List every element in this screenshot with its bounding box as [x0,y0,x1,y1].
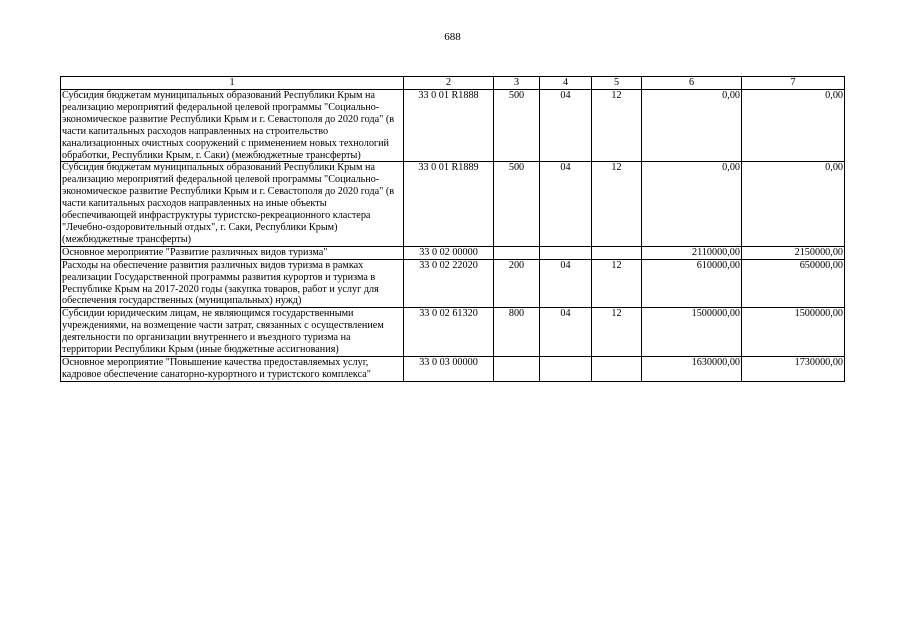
target-article-code: 33 0 02 22020 [404,259,494,308]
expense-name: Субсидия бюджетам муниципальных образований Республики Крым на реализацию мероприятий федеральной целевой программы "Социально-экономическое развитие Республики Крым и г. Севастополя до 2020 года" (в части капитальных расходов направленных на строительство канализационных очистных сооружений с применением новых технологий обработки, Республики Крым, г. Саки) (межбюджетные трансферты) [61,90,404,162]
target-article-code: 33 0 01 R1889 [404,162,494,246]
subsection-code: 12 [592,259,642,308]
header-cell: 3 [494,77,540,90]
section-code: 04 [540,259,592,308]
amount-year-1: 0,00 [642,162,742,246]
subsection-code [592,246,642,259]
amount-year-1: 610000,00 [642,259,742,308]
subsection-code [592,356,642,381]
section-code: 04 [540,162,592,246]
table-row [61,246,845,259]
expense-name: Субсидии юридическим лицам, не являющимся государственными учреждениями, на возмещение части затрат, связанных с осуществлением деятельности по организации внутреннего и въездного туризма на территории Республики Крым (иные бюджетные ассигнования) [61,308,404,357]
section-code: 04 [540,90,592,162]
amount-year-2: 1500000,00 [742,308,845,357]
expense-type-code: 500 [494,90,540,162]
table-row [61,356,845,381]
expense-type-code: 800 [494,308,540,357]
amount-year-2: 1730000,00 [742,356,845,381]
amount-year-2: 0,00 [742,162,845,246]
section-code [540,246,592,259]
amount-year-1: 1500000,00 [642,308,742,357]
header-cell: 1 [61,77,404,90]
expense-type-code: 500 [494,162,540,246]
amount-year-2: 0,00 [742,90,845,162]
amount-year-1: 0,00 [642,90,742,162]
subsection-code: 12 [592,162,642,246]
expense-name: Субсидия бюджетам муниципальных образований Республики Крым на реализацию мероприятий федеральной целевой программы "Социально-экономическое развитие Республики Крым и г. Севастополя до 2020 года" (в части капитальных расходов направленных на иные объекты обеспечивающей инфраструктуры туристско-рекреационного кластера "Лечебно-оздоровительный отдых", г. Саки, Республики Крым) (межбюджетные трансферты) [61,162,404,246]
header-cell: 6 [642,77,742,90]
header-cell: 4 [540,77,592,90]
header-row [61,77,845,90]
header-cell: 7 [742,77,845,90]
header-cell: 5 [592,77,642,90]
section-code [540,356,592,381]
target-article-code: 33 0 02 61320 [404,308,494,357]
page-number: 688 [444,31,461,43]
amount-year-1: 2110000,00 [642,246,742,259]
target-article-code: 33 0 03 00000 [404,356,494,381]
table-row [61,162,845,246]
subsection-code: 12 [592,90,642,162]
header-cell: 2 [404,77,494,90]
expense-name: Основное мероприятие "Развитие различных видов туризма" [61,246,404,259]
amount-year-2: 2150000,00 [742,246,845,259]
amount-year-2: 650000,00 [742,259,845,308]
table-row [61,308,845,357]
section-code: 04 [540,308,592,357]
expense-type-code [494,246,540,259]
target-article-code: 33 0 01 R1888 [404,90,494,162]
table-row [61,90,845,162]
expense-type-code: 200 [494,259,540,308]
subsection-code: 12 [592,308,642,357]
expense-name: Основное мероприятие "Повышение качества предоставляемых услуг, кадровое обеспечение санаторно-курортного и туристского комплекса" [61,356,404,381]
expense-type-code [494,356,540,381]
table-row [61,259,845,308]
expense-name: Расходы на обеспечение развития различных видов туризма в рамках реализации Государственной программы развития курортов и туризма в Республике Крым на 2017-2020 годы (закупка товаров, работ и услуг для обеспечения государственных (муниципальных) нужд) [61,259,404,308]
amount-year-1: 1630000,00 [642,356,742,381]
target-article-code: 33 0 02 00000 [404,246,494,259]
budget-table [60,76,845,382]
table-body [61,77,845,382]
